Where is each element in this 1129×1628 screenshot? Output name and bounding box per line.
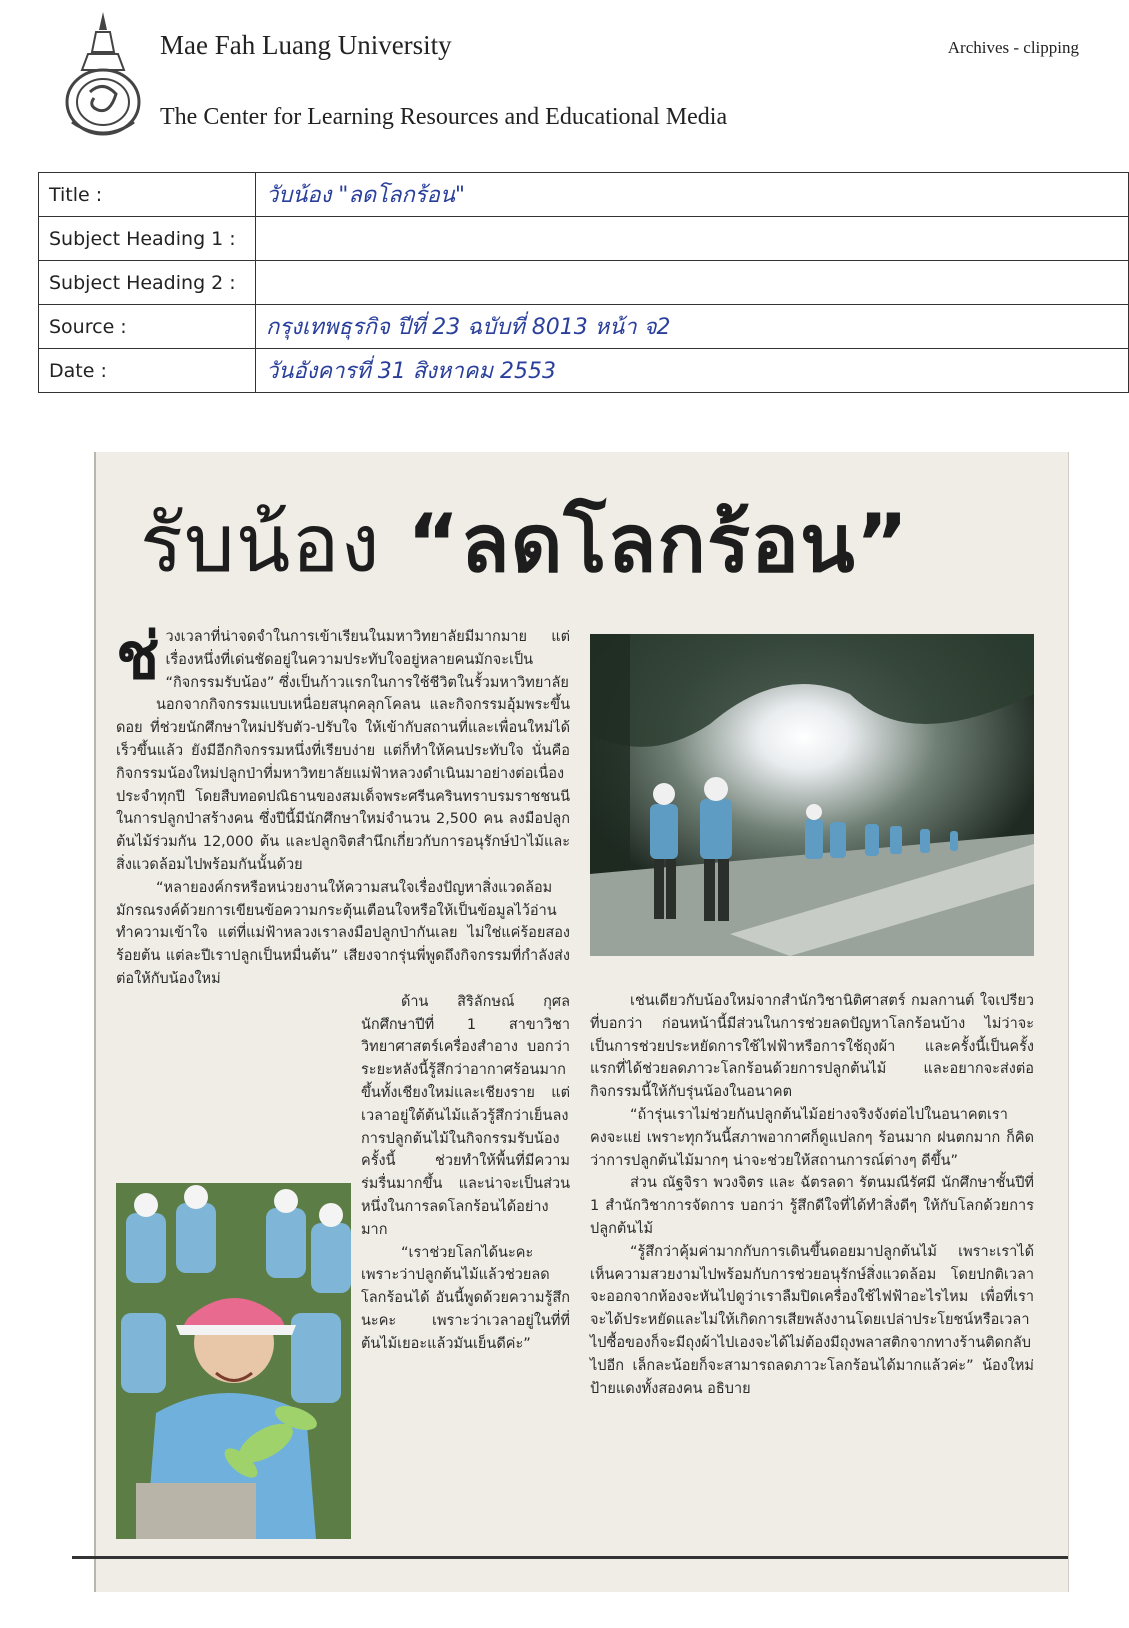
source-row xyxy=(39,305,1129,349)
metadata-table xyxy=(38,172,1129,393)
date-value: วันอังคารที่ 31 สิงหาคม 2553 xyxy=(256,349,1129,393)
title-label: Title : xyxy=(39,173,256,217)
paragraph-7: “ถ้ารุ่นเราไม่ช่วยกันปลูกต้นไม้อย่างจริงจังต่อไปในอนาคตเราคงจะแย่ เพราะทุกวันนี้สภาพอากาศก็ดูแปลกๆ ร้อนมาก ฝนตกมาก ก็คิดว่าการปลูกต้นไม้มากๆ น่าจะช่วยให้สถานการณ์ต่างๆ ดีขึ้น” xyxy=(590,1106,1034,1169)
paragraph-3: “หลายองค์กรหรือหน่วยงานให้ความสนใจเรื่องปัญหาสิ่งแวดล้อม มักรณรงค์ด้วยการเขียนข้อความกระตุ้นเตือนใจหรือให้เป็นข้อมูลไว้อ่านทำความเข้าใจ แต่ที่แม่ฟ้าหลวงเราลงมือปลูกป่ากันเลย ไม่ใช่แค่ร้อยสองร้อยต้น แต่ละปีเราปลูกเป็นหมื่นต้น” เสียงจากรุ่นพี่พูดถึงกิจกรรมที่กำลังส่งต่อให้กับน้องใหม่ xyxy=(116,879,570,987)
university-emblem-icon xyxy=(58,10,148,140)
date-label: Date : xyxy=(39,349,256,393)
photo-students-walking-image xyxy=(590,634,1034,956)
clipping-header xyxy=(0,0,1129,160)
paragraph-intro-text: วงเวลาที่น่าจดจำในการเข้าเรียนในมหาวิทยาลัยมีมากมาย แต่เรื่องหนึ่งที่เด่นชัดอยู่ในความประทับใจอยู่หลายคนมักจะเป็น “กิจกรรมรับน้อง” ซึ่งเป็นก้าวแรกในการใช้ชีวิตในรั้วมหาวิทยาลัย xyxy=(165,629,570,691)
subject-heading-2-row xyxy=(39,261,1129,305)
title-row xyxy=(39,173,1129,217)
title-value: วับน้อง "ลดโลกร้อน" xyxy=(256,173,1129,217)
date-row xyxy=(39,349,1129,393)
photo-student-planting xyxy=(116,1183,351,1539)
paragraph-5: “เราช่วยโลกได้นะคะ เพราะว่าปลูกต้นไม้แล้วช่วยลดโลกร้อนได้ อันนี้พูดด้วยความรู้สึกนะคะ เพราะว่าเวลาอยู่ในที่ที่ต้นไม้เยอะแล้วมันเย็นดีค่ะ” xyxy=(361,1244,570,1352)
article-headline xyxy=(140,480,1040,607)
headline-light: รับน้อง xyxy=(140,497,381,590)
paragraph-2: นอกจากกิจกรรมแบบเหนื่อยสนุกคลุกโคลน และกิจกรรมอุ้มพระขึ้นดอย ที่ช่วยนักศึกษาใหม่ปรับตัว-ปรับใจ ให้เข้ากับสถานที่และเพื่อนใหม่ได้เร็วขึ้นแล้ว ยังมีอีกกิจกรรมหนึ่งที่เรียบง่าย แต่ก็ทำให้คนประทับใจ นั่นคือ กิจกรรมน้องใหม่ปลูกป่าที่มหาวิทยาลัยแม่ฟ้าหลวงดำเนินมาอย่างต่อเนื่องประจำทุกปี โดยสืบทอดปณิธานของสมเด็จพระศรีนครินทราบรมราชชนนีในการปลูกป่าสร้างคน ซึ่งปีนี้มีนักศึกษาใหม่จำนวน 2,500 คน ลงมือปลูกต้นไม้ร่วมกัน 12,000 ต้น และปลูกจิตสำนึกเกี่ยวกับการอนุรักษ์ป่าไม้และสิ่งแวดล้อมไปพร้อมกันนั้นด้วย xyxy=(116,697,570,873)
clipping-bottom-rule xyxy=(72,1556,1068,1559)
headline-bold: “ลดโลกร้อน” xyxy=(406,497,910,590)
paragraph-intro xyxy=(116,620,570,694)
photo-student-planting-image xyxy=(116,1183,351,1539)
paragraph-6: เช่นเดียวกับน้องใหม่จากสำนักวิชานิติศาสตร์ กมลกานต์ ใจเปรียว ที่บอกว่า ก่อนหน้านี้มีส่วนในการช่วยลดปัญหาโลกร้อนบ้าง ไม่ว่าจะเป็นการช่วยประหยัดการใช้ไฟฟ้าหรือการใช้ถุงผ้า และครั้งนี้เป็นครั้งแรกที่ได้ช่วยลดภาวะโลกร้อนด้วยการปลูกต้นไม้ และอยากจะส่งต่อกิจกรรมนี้ให้กับรุ่นน้องในอนาคต xyxy=(590,993,1034,1101)
university-name: Mae Fah Luang University xyxy=(160,30,452,60)
subject-heading-2-value xyxy=(256,261,1129,305)
article-column-right xyxy=(590,990,1034,1550)
center-name: The Center for Learning Resources and Educational Media xyxy=(160,104,728,130)
paragraph-8: ส่วน ณัฐจิรา พวงจิตร และ ฉัตรลดา รัตนมณีรัศมี นักศึกษาชั้นปีที่ 1 สำนักวิชาการจัดการ บอกว่า รู้สึกดีใจที่ได้ทำสิ่งดีๆ ให้กับโลกด้วยการปลูกต้นไม้ xyxy=(590,1175,1034,1237)
paragraph-4: ด้าน สิริลักษณ์ กุศล นักศึกษาปีที่ 1 สาขาวิชาวิทยาศาสตร์เครื่องสำอาง บอกว่า ระยะหลังนี้รู้สึกว่าอากาศร้อนมากขึ้นทั้งเชียงใหม่และเชียงราย แต่เวลาอยู่ใต้ต้นไม้แล้วรู้สึกว่าเย็นลง การปลูกต้นไม้ในกิจกรรมรับน้องครั้งนี้ ช่วยทำให้พื้นที่มีความร่มรื่นมากขึ้น และน่าจะเป็นส่วนหนึ่งในการลดโลกร้อนได้อย่างมาก xyxy=(361,993,570,1238)
photo-students-walking xyxy=(590,634,1034,956)
archives-label: Archives - clipping xyxy=(947,38,1079,57)
source-value: กรุงเทพธุรกิจ ปีที่ 23 ฉบับที่ 8013 หน้า จ2 xyxy=(256,305,1129,349)
dropcap: ช่ xyxy=(116,620,160,694)
source-label: Source : xyxy=(39,305,256,349)
subject-heading-2-label: Subject Heading 2 : xyxy=(39,261,256,305)
subject-heading-1-label: Subject Heading 1 : xyxy=(39,217,256,261)
subject-heading-1-row xyxy=(39,217,1129,261)
paragraph-9: “รู้สึกว่าคุ้มค่ามากกับการเดินขึ้นดอยมาปลูกต้นไม้ เพราะเราได้เห็นความสวยงามไปพร้อมกับการช่วยอนุรักษ์สิ่งแวดล้อม โดยปกติเวลาจะออกจากห้องจะหันไปดูว่าเราลืมปิดเครื่องใช้ไฟฟ้าอะไรไหม เพื่อที่เราจะได้ประหยัดและไม่ให้เกิดการเสียพลังงานโดยเปล่าประโยชน์หรือเวลาไปซื้อของก็จะมีถุงผ้าไปเองจะได้ไม่ต้องมีถุงพลาสติกจากทางร้านติดกลับไปอีก เล็กละน้อยก็จะสามารถลดภาวะโลกร้อนได้มากแล้วค่ะ” น้องใหม่ป้ายแดงทั้งสองคน อธิบาย xyxy=(590,1243,1034,1397)
subject-heading-1-value xyxy=(256,217,1129,261)
